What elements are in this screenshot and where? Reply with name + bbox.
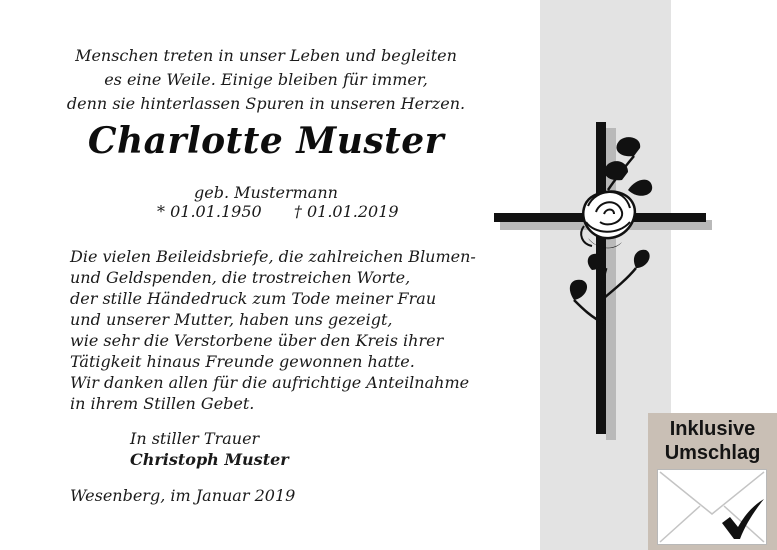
poem-line: Menschen treten in unser Leben und begleiten	[75, 46, 457, 65]
badge-line: Umschlag	[664, 442, 761, 464]
poem-line: denn sie hinterlassen Spuren in unseren Herzen.	[66, 94, 466, 113]
message-line: Tätigkeit hinaus Freunde gewonnen hatte.	[70, 352, 415, 371]
thank-you-message	[70, 246, 510, 414]
message-line: und Geldspenden, die trostreichen Worte,	[70, 268, 411, 287]
life-dates	[157, 202, 399, 221]
poem-line: es eine Weile. Einige bleiben für immer,	[104, 70, 428, 89]
place-date: Wesenberg, im Januar 2019	[70, 486, 296, 505]
envelope-included-badge	[648, 413, 777, 550]
cross-with-rose-icon	[488, 118, 720, 444]
message-line: wie sehr die Verstorbene über den Kreis ihrer	[70, 331, 444, 350]
message-line: Die vielen Beileidsbriefe, die zahlreichen Blumen-	[70, 247, 476, 266]
deceased-name: Charlotte Muster	[87, 120, 445, 162]
badge-text	[648, 417, 777, 465]
message-line: Wir danken allen für die aufrichtige Anteilnahme	[70, 373, 470, 392]
birth-date: * 01.01.1950	[157, 202, 262, 221]
birth-name: geb. Mustermann	[194, 183, 338, 202]
closing-line: In stiller Trauer	[130, 429, 260, 448]
checkmark-icon	[718, 497, 768, 543]
message-line: der stille Händedruck zum Tode meiner Frau	[70, 289, 437, 308]
death-date: † 01.01.2019	[293, 202, 399, 221]
signer-name: Christoph Muster	[130, 450, 289, 469]
message-line: in ihrem Stillen Gebet.	[70, 394, 255, 413]
badge-line: Inklusive	[669, 418, 756, 440]
message-line: und unserer Mutter, haben uns gezeigt,	[70, 310, 393, 329]
poem	[40, 44, 492, 116]
closing	[130, 428, 289, 470]
